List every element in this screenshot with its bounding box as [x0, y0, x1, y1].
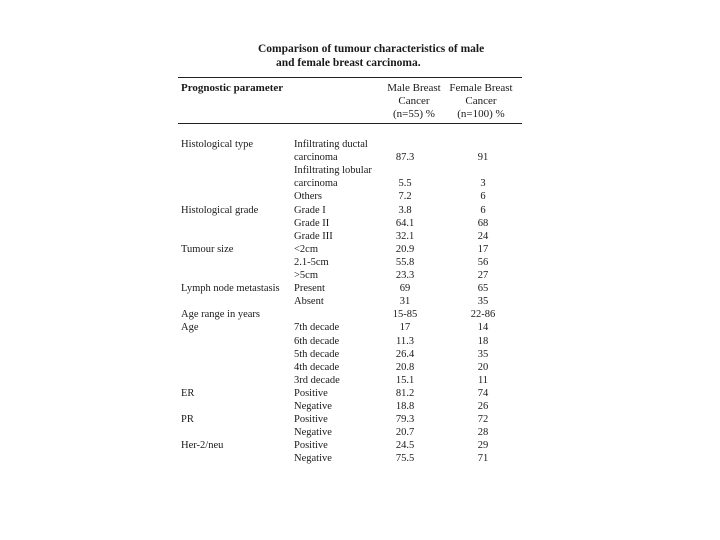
- row-male-value: 87.3: [395, 152, 415, 164]
- row-male-value: 81.2: [395, 387, 415, 399]
- row-subcategory: Infiltrating ductal: [294, 139, 368, 150]
- row-subcategory: Others: [294, 191, 322, 203]
- row-female-value: 35: [477, 348, 489, 360]
- table-row: [0, 295, 720, 308]
- table-row: [0, 452, 720, 465]
- row-female-value: 3: [480, 178, 486, 190]
- table-row: [0, 151, 720, 164]
- row-male-value: 20.8: [395, 361, 415, 373]
- table-row: [0, 204, 720, 217]
- header-female-line: Female Breast: [449, 82, 513, 94]
- table-row: [0, 400, 720, 413]
- row-subcategory: Negative: [294, 427, 332, 439]
- table-title-line-1: Comparison of tumour characteristics of male: [258, 43, 485, 55]
- table-row: [0, 243, 720, 256]
- row-male-value: 11.3: [396, 335, 414, 347]
- row-subcategory: Grade II: [294, 217, 330, 229]
- table-row: [0, 230, 720, 243]
- row-female-value: 28: [477, 427, 489, 439]
- table-row: [0, 321, 720, 334]
- table-row: [0, 190, 720, 203]
- table-row: [0, 387, 720, 400]
- table-row: [0, 269, 720, 282]
- table-row: [0, 138, 720, 151]
- row-female-value: 35: [477, 296, 489, 308]
- header-female-line: Cancer: [465, 95, 497, 107]
- row-subcategory: 6th decade: [294, 335, 340, 347]
- header-female-breast-cancer: [442, 82, 520, 121]
- row-subcategory: carcinoma: [294, 152, 338, 164]
- row-male-value: 3.8: [398, 204, 412, 216]
- row-parameter: Histological grade: [181, 204, 259, 216]
- row-female-value: 6: [480, 191, 486, 203]
- row-female-value: 24: [477, 230, 489, 242]
- row-subcategory: <2cm: [294, 243, 318, 255]
- row-male-value: 31: [399, 296, 411, 308]
- row-female-value: 71: [477, 453, 489, 465]
- header-rule: [178, 123, 522, 124]
- row-subcategory: Absent: [294, 296, 324, 308]
- row-male-value: 24.5: [395, 440, 415, 452]
- row-parameter: Her-2/neu: [181, 440, 224, 452]
- row-male-value: 55.8: [395, 256, 415, 268]
- row-female-value: 91: [477, 152, 489, 164]
- row-female-value: 72: [477, 414, 489, 426]
- table-row: [0, 217, 720, 230]
- table-row: [0, 413, 720, 426]
- row-male-value: 69: [399, 283, 411, 295]
- row-subcategory: Positive: [294, 440, 328, 452]
- row-male-value: 75.5: [395, 453, 415, 465]
- row-female-value: 65: [477, 283, 489, 295]
- row-parameter: Lymph node metastasis: [181, 283, 280, 295]
- row-male-value: 15.1: [395, 374, 415, 386]
- row-subcategory: carcinoma: [294, 178, 338, 190]
- header-male-line: (n=55) %: [393, 108, 435, 120]
- row-subcategory: Positive: [294, 387, 328, 399]
- row-male-value: 20.7: [395, 427, 415, 439]
- row-male-value: 20.9: [395, 243, 415, 255]
- row-subcategory: Present: [294, 283, 325, 295]
- row-female-value: 26: [477, 401, 489, 412]
- header-male-breast-cancer: [376, 82, 452, 121]
- table-title: [258, 42, 484, 70]
- row-subcategory: Grade III: [294, 230, 333, 242]
- header-male-line: Male Breast: [387, 82, 441, 94]
- table-row: [0, 348, 720, 361]
- row-male-value: 64.1: [395, 217, 415, 229]
- row-subcategory: 7th decade: [294, 322, 340, 334]
- row-male-value: 26.4: [395, 348, 415, 360]
- row-subcategory: Infiltrating lobular: [294, 165, 372, 177]
- row-female-value: 22-86: [470, 309, 496, 321]
- row-parameter: Age: [181, 322, 199, 334]
- header-female-line: (n=100) %: [457, 108, 505, 120]
- header-male-line: Cancer: [398, 95, 430, 107]
- row-female-value: 14: [477, 322, 489, 334]
- row-subcategory: Grade I: [294, 204, 326, 216]
- table-row: [0, 335, 720, 348]
- row-parameter: Histological type: [181, 139, 254, 150]
- row-subcategory: >5cm: [294, 270, 318, 281]
- row-male-value: 17: [399, 322, 411, 334]
- table-row: [0, 282, 720, 295]
- row-male-value: 23.3: [395, 270, 415, 281]
- row-male-value: 15-85: [392, 309, 418, 321]
- row-subcategory: 5th decade: [294, 348, 340, 360]
- row-female-value: 18: [477, 335, 489, 347]
- table-row: [0, 308, 720, 321]
- header-prognostic-parameter: Prognostic parameter: [181, 82, 284, 94]
- table-row: [0, 177, 720, 190]
- row-female-value: 56: [477, 256, 489, 268]
- table-title-line-2: and female breast carcinoma.: [276, 57, 421, 69]
- row-subcategory: Positive: [294, 414, 328, 426]
- row-parameter: ER: [181, 387, 195, 399]
- row-female-value: 27: [477, 270, 489, 281]
- top-rule: [178, 77, 522, 78]
- row-female-value: 6: [480, 204, 486, 216]
- row-subcategory: Negative: [294, 453, 332, 465]
- table-row: [0, 361, 720, 374]
- row-male-value: 32.1: [395, 230, 415, 242]
- row-subcategory: 3rd decade: [294, 374, 340, 386]
- row-female-value: 11: [477, 374, 489, 386]
- table-row: [0, 374, 720, 387]
- row-male-value: 18.8: [395, 401, 415, 412]
- table-row: [0, 256, 720, 269]
- table-row: [0, 426, 720, 439]
- row-male-value: 5.5: [398, 178, 412, 190]
- row-parameter: PR: [181, 414, 194, 426]
- row-female-value: 29: [477, 440, 489, 452]
- table-row: [0, 164, 720, 177]
- row-parameter: Tumour size: [181, 243, 234, 255]
- row-parameter: Age range in years: [181, 309, 261, 321]
- row-subcategory: Negative: [294, 401, 332, 412]
- row-female-value: 68: [477, 217, 489, 229]
- row-male-value: 79.3: [395, 414, 415, 426]
- row-female-value: 20: [477, 361, 489, 373]
- row-male-value: 7.2: [398, 191, 412, 203]
- row-female-value: 17: [477, 243, 489, 255]
- row-female-value: 74: [477, 387, 489, 399]
- table-row: [0, 439, 720, 452]
- row-subcategory: 4th decade: [294, 361, 340, 373]
- row-subcategory: 2.1-5cm: [294, 256, 329, 268]
